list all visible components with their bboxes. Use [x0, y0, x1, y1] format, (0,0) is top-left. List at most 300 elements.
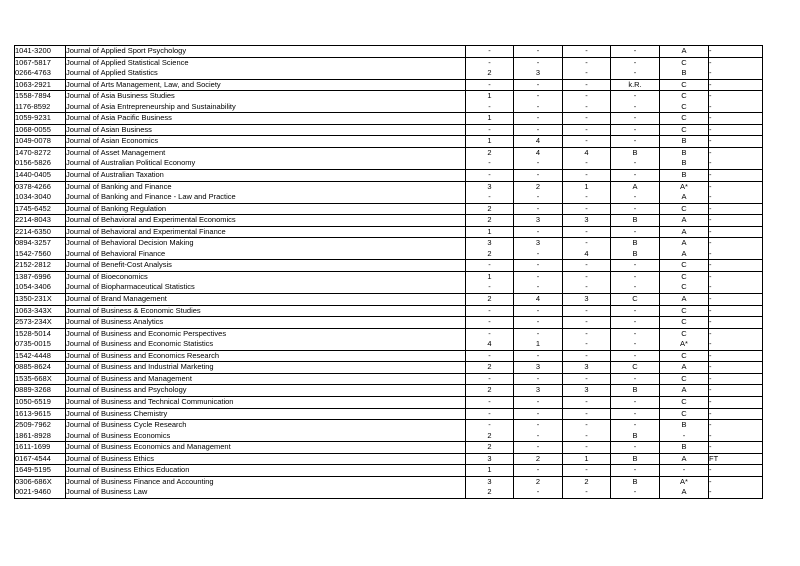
issn-cell: 2214-8043 — [15, 215, 66, 227]
rank-cell: 3 — [514, 68, 563, 79]
rank-cell: - — [514, 431, 563, 442]
journal-name-cell: Journal of Business Cycle Research — [66, 420, 466, 431]
rank-cell: - — [514, 442, 563, 454]
rank-cell: B — [660, 68, 709, 79]
rank-cell: - — [611, 57, 660, 68]
rank-cell: - — [466, 46, 514, 58]
rank-cell: - — [611, 192, 660, 203]
issn-cell: 1611-1699 — [15, 442, 66, 454]
rank-cell: - — [611, 487, 660, 498]
flag-cell: - — [709, 328, 763, 339]
flag-cell: - — [709, 147, 763, 158]
table-row — [15, 420, 763, 431]
rank-cell: A — [660, 215, 709, 227]
journal-name-cell: Journal of Behavioral Decision Making — [66, 238, 466, 249]
rank-cell: - — [611, 68, 660, 79]
rank-cell: - — [660, 465, 709, 477]
rank-cell: 4 — [514, 147, 563, 158]
rank-cell: - — [514, 192, 563, 203]
rank-cell: A* — [660, 476, 709, 487]
journal-name-cell: Journal of Banking and Finance - Law and Practice — [66, 192, 466, 203]
flag-cell: - — [709, 79, 763, 91]
journal-name-cell: Journal of Biopharmaceutical Statistics — [66, 282, 466, 293]
issn-cell: 1054-3406 — [15, 282, 66, 293]
rank-cell: 2 — [466, 215, 514, 227]
rank-cell: - — [563, 57, 611, 68]
journal-name-cell: Journal of Banking and Finance — [66, 181, 466, 192]
rank-cell: B — [611, 431, 660, 442]
rank-cell: C — [660, 57, 709, 68]
rank-cell: - — [514, 305, 563, 317]
flag-cell: - — [709, 113, 763, 125]
rank-cell: - — [514, 317, 563, 329]
rank-cell: - — [563, 420, 611, 431]
rank-cell: - — [563, 396, 611, 408]
journal-name-cell: Journal of Asia Pacific Business — [66, 113, 466, 125]
table-row — [15, 124, 763, 136]
rank-cell: - — [563, 431, 611, 442]
rank-cell: - — [466, 124, 514, 136]
rank-cell: B — [611, 453, 660, 465]
rank-cell: - — [611, 317, 660, 329]
table-row — [15, 226, 763, 238]
rank-cell: - — [611, 373, 660, 385]
table-row — [15, 46, 763, 58]
flag-cell: - — [709, 294, 763, 306]
rank-cell: B — [611, 238, 660, 249]
rank-cell: - — [563, 442, 611, 454]
rank-cell: 1 — [466, 226, 514, 238]
rank-cell: 4 — [466, 339, 514, 350]
rank-cell: 2 — [466, 294, 514, 306]
rank-cell: 4 — [563, 249, 611, 260]
issn-cell: 1063-343X — [15, 305, 66, 317]
issn-cell: 1542-4448 — [15, 350, 66, 362]
journal-name-cell: Journal of Business Economics and Management — [66, 442, 466, 454]
rank-cell: C — [660, 328, 709, 339]
table-row — [15, 215, 763, 227]
rank-cell: k.R. — [611, 79, 660, 91]
table-row — [15, 68, 763, 79]
journal-name-cell: Journal of Business and Psychology — [66, 385, 466, 397]
journal-name-cell: Journal of Business Chemistry — [66, 408, 466, 420]
rank-cell: - — [611, 113, 660, 125]
rank-cell: C — [660, 317, 709, 329]
table-row — [15, 203, 763, 215]
rank-cell: - — [563, 408, 611, 420]
issn-cell: 1745-6452 — [15, 203, 66, 215]
rank-cell: B — [611, 476, 660, 487]
rank-cell: A — [660, 226, 709, 238]
flag-cell: - — [709, 91, 763, 102]
issn-cell: 1059-9231 — [15, 113, 66, 125]
rank-cell: B — [611, 385, 660, 397]
issn-cell: 0021-9460 — [15, 487, 66, 498]
flag-cell: - — [709, 350, 763, 362]
table-row — [15, 271, 763, 282]
journal-name-cell: Journal of Business & Economic Studies — [66, 305, 466, 317]
rank-cell: 3 — [563, 362, 611, 374]
flag-cell: FT — [709, 453, 763, 465]
journal-name-cell: Journal of Applied Sport Psychology — [66, 46, 466, 58]
table-row — [15, 431, 763, 442]
table-row — [15, 396, 763, 408]
table-row — [15, 170, 763, 182]
rank-cell: B — [660, 420, 709, 431]
rank-cell: - — [466, 158, 514, 169]
rank-cell: 2 — [466, 442, 514, 454]
rank-cell: - — [466, 420, 514, 431]
rank-cell: C — [660, 79, 709, 91]
rank-cell: - — [611, 328, 660, 339]
rank-cell: - — [611, 203, 660, 215]
rank-cell: - — [611, 260, 660, 272]
table-row — [15, 487, 763, 498]
table-row — [15, 136, 763, 148]
rank-cell: - — [563, 46, 611, 58]
issn-cell: 1067-5817 — [15, 57, 66, 68]
rank-cell: - — [563, 350, 611, 362]
rank-cell: - — [514, 170, 563, 182]
rank-cell: 1 — [466, 91, 514, 102]
rank-cell: C — [660, 271, 709, 282]
rank-cell: - — [611, 465, 660, 477]
flag-cell: - — [709, 68, 763, 79]
table-row — [15, 453, 763, 465]
rank-cell: 2 — [466, 147, 514, 158]
rank-cell: 2 — [466, 203, 514, 215]
rank-cell: - — [611, 420, 660, 431]
rank-cell: 3 — [514, 238, 563, 249]
journal-name-cell: Journal of Business Law — [66, 487, 466, 498]
rank-cell: - — [514, 113, 563, 125]
rank-cell: - — [466, 79, 514, 91]
rank-cell: A — [660, 453, 709, 465]
rank-cell: - — [466, 192, 514, 203]
table-row — [15, 328, 763, 339]
rank-cell: - — [466, 317, 514, 329]
flag-cell: - — [709, 192, 763, 203]
rank-cell: 4 — [563, 147, 611, 158]
journal-name-cell: Journal of Business Ethics — [66, 453, 466, 465]
journal-name-cell: Journal of Benefit-Cost Analysis — [66, 260, 466, 272]
rank-cell: 1 — [563, 181, 611, 192]
flag-cell: - — [709, 408, 763, 420]
issn-cell: 1063-2921 — [15, 79, 66, 91]
issn-cell: 1558-7894 — [15, 91, 66, 102]
issn-cell: 2214-6350 — [15, 226, 66, 238]
table-row — [15, 57, 763, 68]
rank-cell: - — [563, 79, 611, 91]
journal-name-cell: Journal of Business and Economic Statistics — [66, 339, 466, 350]
rank-cell: - — [563, 373, 611, 385]
flag-cell: - — [709, 442, 763, 454]
rank-cell: - — [514, 420, 563, 431]
journal-name-cell: Journal of Applied Statistics — [66, 68, 466, 79]
rank-cell: - — [563, 102, 611, 113]
issn-cell: 0156-5826 — [15, 158, 66, 169]
flag-cell: - — [709, 317, 763, 329]
flag-cell: - — [709, 57, 763, 68]
flag-cell: - — [709, 373, 763, 385]
rank-cell: B — [660, 170, 709, 182]
rank-cell: - — [611, 305, 660, 317]
rank-cell: - — [514, 249, 563, 260]
rank-cell: - — [466, 260, 514, 272]
rank-cell: 3 — [466, 238, 514, 249]
rank-cell: - — [466, 170, 514, 182]
table-row — [15, 282, 763, 293]
flag-cell: - — [709, 238, 763, 249]
rank-cell: B — [660, 158, 709, 169]
issn-cell: 1470-8272 — [15, 147, 66, 158]
table-row — [15, 79, 763, 91]
issn-cell: 1440-0405 — [15, 170, 66, 182]
table-row — [15, 192, 763, 203]
journal-name-cell: Journal of Bioeconomics — [66, 271, 466, 282]
table-row — [15, 158, 763, 169]
journal-name-cell: Journal of Business and Economics Research — [66, 350, 466, 362]
rank-cell: - — [611, 124, 660, 136]
flag-cell: - — [709, 181, 763, 192]
table-row — [15, 249, 763, 260]
rank-cell: - — [563, 124, 611, 136]
rank-cell: - — [563, 260, 611, 272]
rank-cell: - — [611, 271, 660, 282]
issn-cell: 1649-5195 — [15, 465, 66, 477]
rank-cell: 2 — [466, 249, 514, 260]
rank-cell: A — [660, 385, 709, 397]
rank-cell: 4 — [514, 294, 563, 306]
flag-cell: - — [709, 203, 763, 215]
rank-cell: C — [660, 408, 709, 420]
journal-name-cell: Journal of Business Analytics — [66, 317, 466, 329]
rank-cell: B — [611, 215, 660, 227]
rank-cell: - — [611, 91, 660, 102]
rank-cell: - — [563, 158, 611, 169]
issn-cell: 1050-6519 — [15, 396, 66, 408]
rank-cell: - — [514, 158, 563, 169]
table-row — [15, 260, 763, 272]
rank-cell: C — [611, 294, 660, 306]
rank-cell: 2 — [563, 476, 611, 487]
rank-cell: - — [466, 328, 514, 339]
rank-cell: - — [563, 192, 611, 203]
rank-cell: - — [611, 46, 660, 58]
rank-cell: A — [660, 249, 709, 260]
rank-cell: 4 — [514, 136, 563, 148]
rank-cell: - — [563, 238, 611, 249]
issn-cell: 0167-4544 — [15, 453, 66, 465]
rank-cell: - — [514, 487, 563, 498]
rank-cell: 1 — [466, 113, 514, 125]
journal-name-cell: Journal of Business Finance and Accounting — [66, 476, 466, 487]
flag-cell: - — [709, 476, 763, 487]
flag-cell: - — [709, 226, 763, 238]
rank-cell: 1 — [466, 136, 514, 148]
rank-cell: - — [466, 305, 514, 317]
rank-cell: - — [563, 226, 611, 238]
rank-cell: B — [611, 249, 660, 260]
rank-cell: - — [514, 46, 563, 58]
rank-cell: - — [611, 408, 660, 420]
rank-cell: A — [660, 46, 709, 58]
table-row — [15, 113, 763, 125]
rank-cell: 2 — [514, 476, 563, 487]
issn-cell: 1041-3200 — [15, 46, 66, 58]
rank-cell: - — [563, 271, 611, 282]
issn-cell: 1528-5014 — [15, 328, 66, 339]
issn-cell: 1387-6996 — [15, 271, 66, 282]
rank-cell: - — [514, 282, 563, 293]
flag-cell: - — [709, 215, 763, 227]
rank-cell: 1 — [563, 453, 611, 465]
rank-cell: - — [660, 431, 709, 442]
table-body — [15, 46, 763, 499]
rank-cell: - — [563, 305, 611, 317]
flag-cell: - — [709, 282, 763, 293]
rank-cell: - — [514, 203, 563, 215]
rank-cell: C — [660, 373, 709, 385]
rank-cell: C — [660, 102, 709, 113]
journal-name-cell: Journal of Business and Technical Communication — [66, 396, 466, 408]
journal-name-cell: Journal of Brand Management — [66, 294, 466, 306]
issn-cell: 0889-3268 — [15, 385, 66, 397]
flag-cell: - — [709, 170, 763, 182]
issn-cell: 0894-3257 — [15, 238, 66, 249]
flag-cell: - — [709, 46, 763, 58]
journal-name-cell: Journal of Behavioral Finance — [66, 249, 466, 260]
rank-cell: C — [611, 362, 660, 374]
rank-cell: - — [563, 113, 611, 125]
rank-cell: B — [611, 147, 660, 158]
table-row — [15, 294, 763, 306]
rank-cell: 1 — [466, 465, 514, 477]
rank-cell: B — [660, 442, 709, 454]
rank-cell: - — [563, 465, 611, 477]
journal-name-cell: Journal of Applied Statistical Science — [66, 57, 466, 68]
rank-cell: 3 — [514, 385, 563, 397]
rank-cell: C — [660, 396, 709, 408]
table-row — [15, 181, 763, 192]
rank-cell: - — [563, 317, 611, 329]
issn-cell: 2152-2812 — [15, 260, 66, 272]
issn-cell: 1613-9615 — [15, 408, 66, 420]
rank-cell: - — [563, 91, 611, 102]
rank-cell: - — [611, 339, 660, 350]
rank-cell: A* — [660, 181, 709, 192]
rank-cell: - — [514, 124, 563, 136]
rank-cell: - — [611, 442, 660, 454]
issn-cell: 0885-8624 — [15, 362, 66, 374]
rank-cell: C — [660, 124, 709, 136]
rank-cell: 2 — [466, 362, 514, 374]
rank-cell: - — [466, 102, 514, 113]
flag-cell: - — [709, 260, 763, 272]
issn-cell: 0306-686X — [15, 476, 66, 487]
rank-cell: - — [611, 158, 660, 169]
journal-name-cell: Journal of Business and Management — [66, 373, 466, 385]
rank-cell: - — [514, 328, 563, 339]
rank-cell: 2 — [466, 385, 514, 397]
journal-ranking-table — [14, 45, 763, 499]
flag-cell: - — [709, 396, 763, 408]
flag-cell: - — [709, 385, 763, 397]
issn-cell: 2573-234X — [15, 317, 66, 329]
journal-name-cell: Journal of Australian Political Economy — [66, 158, 466, 169]
issn-cell: 1049-0078 — [15, 136, 66, 148]
journal-name-cell: Journal of Business Ethics Education — [66, 465, 466, 477]
rank-cell: 2 — [514, 453, 563, 465]
rank-cell: - — [611, 170, 660, 182]
rank-cell: 3 — [466, 181, 514, 192]
table-row — [15, 305, 763, 317]
flag-cell: - — [709, 102, 763, 113]
issn-cell: 1542-7560 — [15, 249, 66, 260]
rank-cell: - — [514, 260, 563, 272]
journal-name-cell: Journal of Asia Business Studies — [66, 91, 466, 102]
rank-cell: 3 — [514, 215, 563, 227]
rank-cell: A — [660, 294, 709, 306]
rank-cell: - — [466, 396, 514, 408]
table-row — [15, 476, 763, 487]
rank-cell: 1 — [514, 339, 563, 350]
rank-cell: 2 — [466, 487, 514, 498]
rank-cell: - — [514, 79, 563, 91]
rank-cell: - — [466, 282, 514, 293]
flag-cell: - — [709, 249, 763, 260]
rank-cell: - — [563, 282, 611, 293]
issn-cell: 0735-0015 — [15, 339, 66, 350]
rank-cell: C — [660, 91, 709, 102]
issn-cell: 1176-8592 — [15, 102, 66, 113]
table-row — [15, 442, 763, 454]
journal-name-cell: Journal of Asset Management — [66, 147, 466, 158]
rank-cell: A — [660, 238, 709, 249]
rank-cell: 3 — [563, 385, 611, 397]
rank-cell: 3 — [466, 476, 514, 487]
journal-name-cell: Journal of Business Economics — [66, 431, 466, 442]
rank-cell: C — [660, 282, 709, 293]
rank-cell: 3 — [514, 362, 563, 374]
rank-cell: 2 — [466, 68, 514, 79]
journal-name-cell: Journal of Behavioral and Experimental Finance — [66, 226, 466, 238]
rank-cell: C — [660, 260, 709, 272]
rank-cell: 3 — [563, 294, 611, 306]
table-row — [15, 91, 763, 102]
rank-cell: A — [660, 487, 709, 498]
issn-cell: 1861-8928 — [15, 431, 66, 442]
rank-cell: A — [611, 181, 660, 192]
rank-cell: - — [611, 136, 660, 148]
journal-name-cell: Journal of Behavioral and Experimental Economics — [66, 215, 466, 227]
rank-cell: - — [514, 350, 563, 362]
journal-name-cell: Journal of Business and Economic Perspectives — [66, 328, 466, 339]
rank-cell: B — [660, 136, 709, 148]
rank-cell: C — [660, 203, 709, 215]
table-row — [15, 408, 763, 420]
issn-cell: 1350-231X — [15, 294, 66, 306]
rank-cell: - — [611, 226, 660, 238]
rank-cell: - — [466, 350, 514, 362]
rank-cell: - — [514, 102, 563, 113]
rank-cell: B — [660, 147, 709, 158]
rank-cell: - — [514, 465, 563, 477]
rank-cell: C — [660, 113, 709, 125]
table-row — [15, 102, 763, 113]
flag-cell: - — [709, 271, 763, 282]
table-row — [15, 465, 763, 477]
